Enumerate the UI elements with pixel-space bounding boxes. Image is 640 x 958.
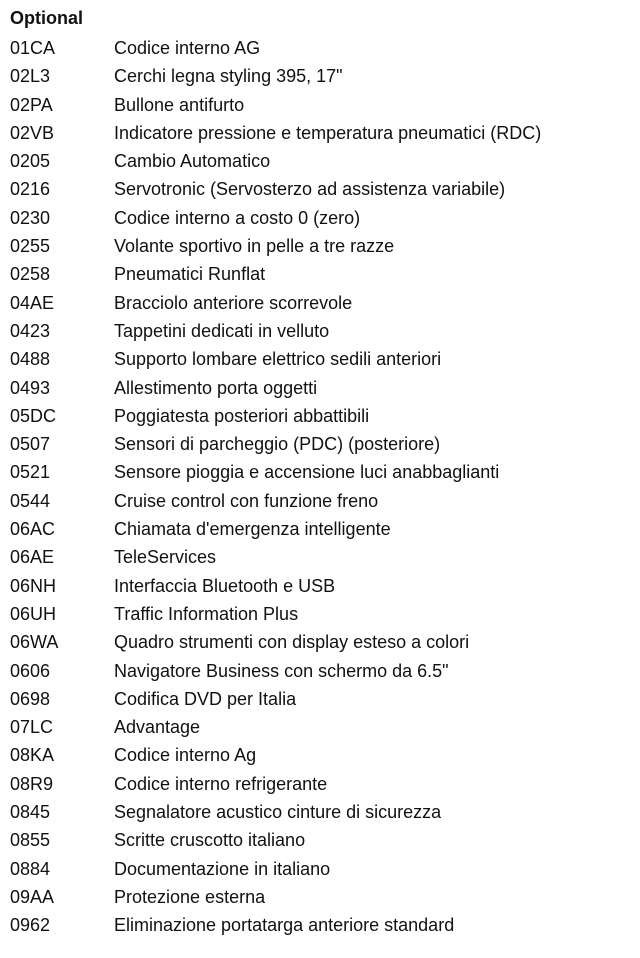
option-description: Codice interno refrigerante (114, 773, 328, 794)
option-description: Indicatore pressione e temperatura pneumatici (RDC) (114, 122, 542, 143)
option-row (0, 260, 640, 288)
option-row (0, 317, 640, 345)
option-row (0, 826, 640, 854)
option-row (0, 657, 640, 685)
option-row (0, 289, 640, 317)
option-description: Traffic Information Plus (114, 603, 299, 624)
option-row (0, 458, 640, 486)
option-row (0, 855, 640, 883)
option-code: 0884 (10, 858, 51, 879)
option-code: 09AA (10, 886, 55, 907)
option-description: Codice interno a costo 0 (zero) (114, 207, 361, 228)
option-row (0, 911, 640, 939)
option-description: Protezione esterna (114, 886, 266, 907)
option-description: Navigatore Business con schermo da 6.5" (114, 660, 449, 681)
option-code: 0962 (10, 915, 51, 936)
option-row (0, 487, 640, 515)
option-description: Allestimento porta oggetti (114, 377, 318, 398)
option-code: 07LC (10, 717, 54, 738)
option-code: 0855 (10, 830, 51, 851)
option-description: Cambio Automatico (114, 151, 271, 172)
option-description: TeleServices (114, 547, 217, 568)
option-row (0, 685, 640, 713)
option-description: Bracciolo anteriore scorrevole (114, 292, 353, 313)
option-row (0, 119, 640, 147)
option-code: 0544 (10, 490, 51, 511)
option-row (0, 770, 640, 798)
option-code: 01CA (10, 38, 56, 58)
option-description: Cruise control con funzione freno (114, 490, 379, 511)
option-row (0, 713, 640, 741)
options-list (0, 34, 640, 940)
option-description: Codifica DVD per Italia (114, 688, 297, 709)
option-description: Servotronic (Servosterzo ad assistenza variabile) (114, 179, 506, 200)
option-code: 0845 (10, 802, 51, 823)
option-code: 06NH (10, 575, 57, 596)
option-description: Supporto lombare elettrico sedili anteriori (114, 349, 442, 370)
option-row (0, 628, 640, 656)
option-description: Chiamata d'emergenza intelligente (114, 519, 391, 540)
option-row (0, 798, 640, 826)
option-code: 02L3 (10, 66, 51, 87)
option-row (0, 543, 640, 571)
option-row (0, 741, 640, 769)
option-code: 06AE (10, 547, 55, 568)
option-row (0, 600, 640, 628)
option-description: Scritte cruscotto italiano (114, 830, 306, 851)
option-row (0, 345, 640, 373)
option-row (0, 34, 640, 62)
option-code: 02PA (10, 94, 53, 115)
option-code: 05DC (10, 405, 57, 426)
option-description: Documentazione in italiano (114, 858, 331, 879)
option-description: Sensori di parcheggio (PDC) (posteriore) (114, 434, 441, 455)
option-code: 08KA (10, 745, 55, 766)
option-description: Interfaccia Bluetooth e USB (114, 575, 336, 596)
option-code: 0423 (10, 320, 51, 341)
option-code: 0255 (10, 236, 51, 257)
option-row (0, 232, 640, 260)
option-code: 02VB (10, 122, 55, 143)
option-description: Codice interno AG (114, 38, 261, 58)
option-description: Bullone antifurto (114, 94, 245, 115)
option-row (0, 147, 640, 175)
option-code: 0698 (10, 688, 51, 709)
option-row (0, 204, 640, 232)
option-description: Volante sportivo in pelle a tre razze (114, 236, 395, 257)
option-row (0, 402, 640, 430)
option-code: 0493 (10, 377, 51, 398)
section-heading: Optional (10, 8, 83, 28)
option-row (0, 62, 640, 90)
option-description: Pneumatici Runflat (114, 264, 266, 285)
option-row (0, 175, 640, 203)
option-code: 06UH (10, 603, 57, 624)
option-code: 0230 (10, 207, 51, 228)
option-description: Cerchi legna styling 395, 17" (114, 66, 343, 87)
option-code: 0488 (10, 349, 51, 370)
option-description: Sensore pioggia e accensione luci anabbaglianti (114, 462, 500, 483)
option-code: 0507 (10, 434, 51, 455)
option-code: 0258 (10, 264, 51, 285)
option-description: Eliminazione portatarga anteriore standard (114, 915, 455, 936)
option-code: 04AE (10, 292, 55, 313)
option-description: Tappetini dedicati in velluto (114, 320, 330, 341)
option-description: Advantage (114, 717, 201, 738)
option-code: 06AC (10, 519, 56, 540)
option-row (0, 374, 640, 402)
option-description: Poggiatesta posteriori abbattibili (114, 405, 370, 426)
option-description: Segnalatore acustico cinture di sicurezza (114, 802, 442, 823)
option-row (0, 430, 640, 458)
option-row (0, 91, 640, 119)
option-code: 0606 (10, 660, 51, 681)
option-row (0, 572, 640, 600)
option-row (0, 883, 640, 911)
option-code: 08R9 (10, 773, 54, 794)
option-code: 0521 (10, 462, 51, 483)
option-description: Codice interno Ag (114, 745, 257, 766)
option-code: 0205 (10, 151, 51, 172)
option-description: Quadro strumenti con display esteso a colori (114, 632, 470, 653)
option-row (0, 515, 640, 543)
option-code: 0216 (10, 179, 51, 200)
option-code: 06WA (10, 632, 59, 653)
